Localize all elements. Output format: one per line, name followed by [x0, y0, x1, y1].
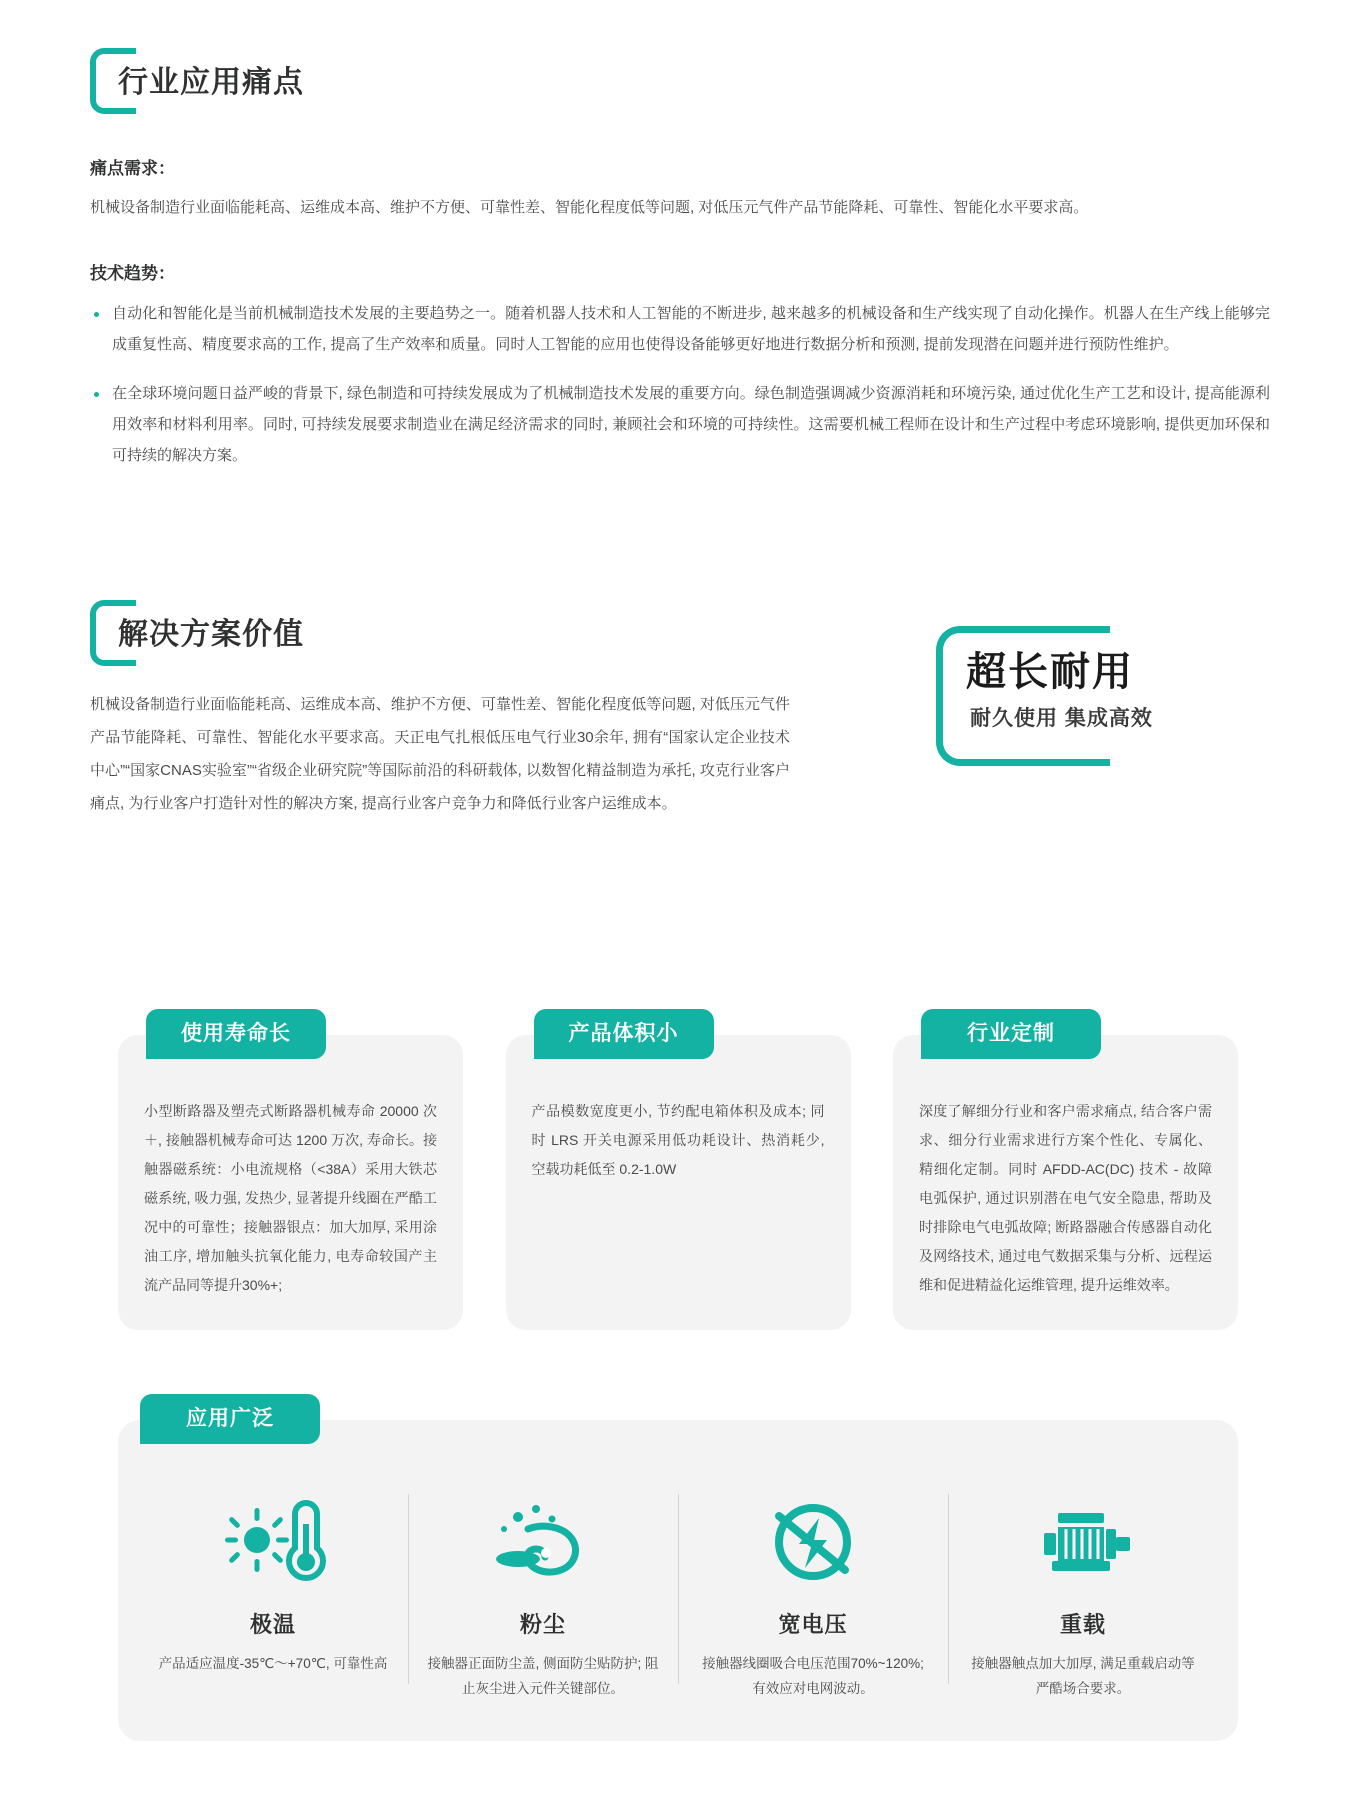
section-title: 行业应用痛点	[118, 66, 304, 99]
tech-trend-list	[90, 298, 1270, 471]
application-desc: 产品适应温度-35℃～+70℃, 可靠性高	[158, 1656, 388, 1671]
badge-bracket-top-icon	[1048, 626, 1110, 633]
tech-trend-label: 技术趋势：	[90, 264, 175, 283]
card-tag: 行业定制	[921, 1009, 1101, 1059]
durable-badge	[928, 614, 1218, 774]
card-tag: 使用寿命长	[146, 1009, 326, 1059]
feature-card-list	[118, 1022, 1238, 1330]
application-desc: 接触器线圈吸合电压范围70%~120%; 有效应对电网波动。	[702, 1656, 924, 1696]
card-text: 产品模数宽度更小, 节约配电箱体积及成本; 同时 LRS 开关电源采用低功耗设计、热消耗少, 空载功耗低至 0.2-1.0W	[531, 1103, 825, 1177]
pain-need-text: 机械设备制造行业面临能耗高、运维成本高、维护不方便、可靠性差、智能化程度低等问题, 对低压元气件产品节能降耗、可靠性、智能化水平要求高。	[90, 199, 1089, 216]
application-title: 粉尘	[519, 1612, 566, 1637]
application-icon-row	[118, 1480, 1238, 1701]
solution-value-text: 机械设备制造行业面临能耗高、运维成本高、维护不方便、可靠性差、智能化程度低等问题, 对低压元气件产品节能降耗、可靠性、智能化水平要求高。天正电气扎根低压电气行业30余年, 拥有“国家认定企业技术中心”“国家CNAS实验室”“省级企业研究院”等国际前沿的科研载体, 以数智化精益制造为承托, 攻克行业客户痛点, 为行业客户打造针对性的解决方案, 提高行业客户竞争力和降低行业客户运维成本。	[90, 696, 790, 812]
application-desc: 接触器正面防尘盖, 侧面防尘贴防护; 阻止灰尘进入元件关键部位。	[427, 1656, 659, 1696]
feature-card	[893, 1022, 1238, 1330]
pain-point-section	[90, 48, 1270, 489]
voltage-bolt-icon	[690, 1490, 936, 1594]
application-item	[948, 1490, 1218, 1701]
card-text: 小型断路器及塑壳式断路器机械寿命 20000 次＋, 接触器机械寿命可达 1200 万次, 寿命长。接触器磁系统：小电流规格（<38A）采用大铁芯磁系统, 吸力强, 发热少, 显著提升线圈在严酷工况中的可靠性；接触器银点：加大加厚, 采用涂油工序, 增加触头抗氧化能力, 电寿命较国产主流产品同等提升30%+;	[144, 1103, 437, 1293]
badge-sub-text: 耐久使用 集成高效	[970, 707, 1153, 730]
feature-card	[118, 1022, 463, 1330]
solution-value-section	[90, 600, 1270, 835]
application-item	[408, 1490, 678, 1701]
application-item	[678, 1490, 948, 1701]
application-title: 重载	[1059, 1612, 1106, 1637]
list-item: 在全球环境问题日益严峻的背景下, 绿色制造和可持续发展成为了机械制造技术发展的重要方向。绿色制造强调减少资源消耗和环境污染, 通过优化生产工艺和设计, 提高能源利用效率和材料利用率。同时, 可持续发展要求制造业在满足经济需求的同时, 兼顾社会和环境的可持续性。这需要机械工程师在设计和生产过程中考虑环境影响, 提供更加环保和可持续的解决方案。	[90, 378, 1270, 471]
pain-point-heading	[90, 48, 1270, 118]
application-item	[138, 1490, 408, 1701]
list-item: 自动化和智能化是当前机械制造技术发展的主要趋势之一。随着机器人技术和人工智能的不断进步, 越来越多的机械设备和生产线实现了自动化操作。机器人在生产线上能够完成重复性高、精度要求高的工作, 提高了生产效率和质量。同时人工智能的应用也使得设备能够更好地进行数据分析和预测, 提前发现潜在问题并进行预防性维护。	[90, 298, 1270, 360]
feature-card	[506, 1022, 851, 1330]
application-title: 极温	[249, 1612, 296, 1637]
badge-main-text: 超长耐用	[966, 650, 1134, 694]
card-tag: 产品体积小	[534, 1009, 714, 1059]
application-title: 宽电压	[778, 1612, 848, 1637]
application-desc: 接触器触点加大加厚, 满足重载启动等严酷场合要求。	[971, 1656, 1195, 1696]
wide-application-panel	[118, 1407, 1238, 1741]
card-text: 深度了解细分行业和客户需求痛点, 结合客户需求、细分行业需求进行方案个性化、专属化、精细化定制。同时 AFDD-AC(DC) 技术 - 故障电弧保护, 通过识别潜在电气安全隐患, 帮助及时排除电气电弧故障; 断路器融合传感器自动化及网络技术, 通过电气数据采集与分析、远程运维和促进精益化运维管理, 提升运维效率。	[919, 1103, 1212, 1293]
dust-icon	[420, 1490, 666, 1594]
badge-bracket-bottom-icon	[1048, 759, 1110, 766]
panel-tag: 应用广泛	[140, 1394, 320, 1444]
pain-need-label: 痛点需求：	[90, 159, 175, 178]
temperature-sun-icon	[150, 1490, 396, 1594]
motor-icon	[960, 1490, 1206, 1594]
section-title: 解决方案价值	[118, 618, 304, 651]
